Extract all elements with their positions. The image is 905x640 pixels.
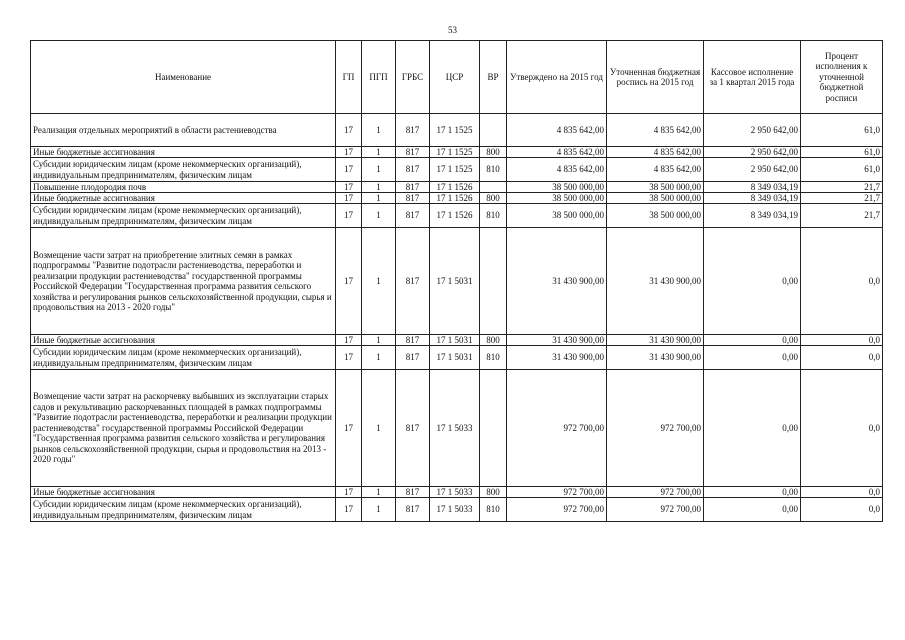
table-row: [31, 335, 883, 346]
row-vr: 810: [480, 498, 507, 522]
row-name: Субсидии юридическим лицам (кроме некоммерческих организаций), индивидуальным предпринимателям, физическим лицам: [31, 158, 336, 182]
row-vr: 800: [480, 487, 507, 498]
row-vr: 810: [480, 346, 507, 370]
page-number: 53: [448, 25, 457, 35]
row-gp: 17: [336, 193, 362, 204]
row-vr: [480, 114, 507, 147]
row-revised: 38 500 000,00: [607, 193, 704, 204]
row-cash: 8 349 034,19: [704, 182, 801, 193]
row-percent: 0,0: [801, 498, 883, 522]
table-row: [31, 498, 883, 522]
row-csr: 17 1 5033: [430, 487, 480, 498]
header-revised: Уточненная бюджетная роспись на 2015 год: [607, 41, 704, 114]
row-percent: 0,0: [801, 346, 883, 370]
row-vr: 810: [480, 158, 507, 182]
header-cash: Кассовое исполнение за 1 квартал 2015 года: [704, 41, 801, 114]
row-approved: 4 835 642,00: [507, 158, 607, 182]
row-csr: 17 1 1526: [430, 193, 480, 204]
row-name: Реализация отдельных мероприятий в области растениеводства: [31, 114, 336, 147]
row-name: Иные бюджетные ассигнования: [31, 193, 336, 204]
row-approved: 38 500 000,00: [507, 204, 607, 228]
row-vr: [480, 182, 507, 193]
row-grbs: 817: [396, 204, 430, 228]
row-approved: 38 500 000,00: [507, 193, 607, 204]
row-approved: 31 430 900,00: [507, 228, 607, 335]
row-approved: 31 430 900,00: [507, 335, 607, 346]
row-pgp: 1: [362, 193, 396, 204]
row-revised: 4 835 642,00: [607, 114, 704, 147]
row-csr: 17 1 5033: [430, 370, 480, 487]
row-gp: 17: [336, 228, 362, 335]
table-row: [31, 114, 883, 147]
row-revised: 38 500 000,00: [607, 204, 704, 228]
row-revised: 972 700,00: [607, 487, 704, 498]
row-name: Субсидии юридическим лицам (кроме некоммерческих организаций), индивидуальным предпринимателям, физическим лицам: [31, 204, 336, 228]
table-row: [31, 182, 883, 193]
row-pgp: 1: [362, 182, 396, 193]
row-csr: 17 1 1525: [430, 158, 480, 182]
budget-table: [30, 40, 883, 522]
row-name: Иные бюджетные ассигнования: [31, 147, 336, 158]
row-revised: 4 835 642,00: [607, 147, 704, 158]
table-row: [31, 346, 883, 370]
row-revised: 31 430 900,00: [607, 228, 704, 335]
row-percent: 0,0: [801, 487, 883, 498]
row-csr: 17 1 5033: [430, 498, 480, 522]
row-grbs: 817: [396, 370, 430, 487]
row-vr: [480, 228, 507, 335]
row-cash: 0,00: [704, 228, 801, 335]
row-revised: 38 500 000,00: [607, 182, 704, 193]
row-pgp: 1: [362, 335, 396, 346]
table-row: [31, 193, 883, 204]
row-cash: 0,00: [704, 335, 801, 346]
row-vr: 800: [480, 193, 507, 204]
row-pgp: 1: [362, 487, 396, 498]
header-pgp: ПГП: [362, 41, 396, 114]
header-grbs: ГРБС: [396, 41, 430, 114]
table-row: [31, 487, 883, 498]
row-csr: 17 1 5031: [430, 346, 480, 370]
row-approved: 972 700,00: [507, 498, 607, 522]
row-csr: 17 1 1526: [430, 182, 480, 193]
row-name: Иные бюджетные ассигнования: [31, 335, 336, 346]
row-revised: 4 835 642,00: [607, 158, 704, 182]
row-vr: [480, 370, 507, 487]
row-pgp: 1: [362, 204, 396, 228]
row-cash: 8 349 034,19: [704, 193, 801, 204]
row-csr: 17 1 5031: [430, 335, 480, 346]
row-pgp: 1: [362, 228, 396, 335]
row-gp: 17: [336, 182, 362, 193]
row-approved: 4 835 642,00: [507, 147, 607, 158]
row-gp: 17: [336, 370, 362, 487]
row-cash: 8 349 034,19: [704, 204, 801, 228]
row-name: Повышение плодородия почв: [31, 182, 336, 193]
row-pgp: 1: [362, 158, 396, 182]
header-vr: ВР: [480, 41, 507, 114]
row-gp: 17: [336, 335, 362, 346]
row-csr: 17 1 5031: [430, 228, 480, 335]
row-name: Субсидии юридическим лицам (кроме некоммерческих организаций), индивидуальным предпринимателям, физическим лицам: [31, 498, 336, 522]
row-cash: 2 950 642,00: [704, 114, 801, 147]
row-grbs: 817: [396, 498, 430, 522]
row-percent: 21,7: [801, 182, 883, 193]
row-csr: 17 1 1525: [430, 147, 480, 158]
row-gp: 17: [336, 346, 362, 370]
row-grbs: 817: [396, 114, 430, 147]
row-percent: 0,0: [801, 335, 883, 346]
row-percent: 0,0: [801, 370, 883, 487]
row-percent: 21,7: [801, 204, 883, 228]
row-gp: 17: [336, 147, 362, 158]
header-name: Наименование: [31, 41, 336, 114]
row-name: Возмещение части затрат на приобретение элитных семян в рамках подпрограммы "Развитие подотрасли растениеводства, переработки и реализации продукции растениеводства" государственной программы Российской Федерации "Государственная программа развития сельского хозяйства и регулирования рынков сельскохозяйственной продукции, сырья и продовольствия на 2013 - 2020 годы": [31, 228, 336, 335]
row-vr: 800: [480, 335, 507, 346]
row-pgp: 1: [362, 370, 396, 487]
row-approved: 972 700,00: [507, 487, 607, 498]
row-percent: 0,0: [801, 228, 883, 335]
row-percent: 61,0: [801, 114, 883, 147]
row-grbs: 817: [396, 193, 430, 204]
header-approved: Утверждено на 2015 год: [507, 41, 607, 114]
row-revised: 972 700,00: [607, 370, 704, 487]
row-grbs: 817: [396, 487, 430, 498]
row-approved: 972 700,00: [507, 370, 607, 487]
row-vr: 800: [480, 147, 507, 158]
row-cash: 2 950 642,00: [704, 158, 801, 182]
row-name: Возмещение части затрат на раскорчевку выбывших из эксплуатации старых садов и рекультивацию раскорчеванных площадей в рамках подпрограммы "Развитие подотрасли растениеводства, переработки и реализации продукции растениеводства" государственной программы Российской Федерации "Государственная программа развития сельского хозяйства и регулирования рынков сельскохозяйственной продукции, сырья и продовольствия на 2013 - 2020 годы": [31, 370, 336, 487]
row-grbs: 817: [396, 147, 430, 158]
row-cash: 0,00: [704, 487, 801, 498]
row-percent: 21,7: [801, 193, 883, 204]
row-approved: 31 430 900,00: [507, 346, 607, 370]
row-grbs: 817: [396, 158, 430, 182]
row-gp: 17: [336, 487, 362, 498]
table-header-row: [31, 41, 883, 114]
row-name: Субсидии юридическим лицам (кроме некоммерческих организаций), индивидуальным предпринимателям, физическим лицам: [31, 346, 336, 370]
row-csr: 17 1 1526: [430, 204, 480, 228]
table-row: [31, 204, 883, 228]
row-vr: 810: [480, 204, 507, 228]
row-gp: 17: [336, 158, 362, 182]
row-csr: 17 1 1525: [430, 114, 480, 147]
row-pgp: 1: [362, 346, 396, 370]
table-row: [31, 158, 883, 182]
row-grbs: 817: [396, 335, 430, 346]
row-grbs: 817: [396, 182, 430, 193]
row-grbs: 817: [396, 346, 430, 370]
row-grbs: 817: [396, 228, 430, 335]
header-percent: Процент исполнения к уточненной бюджетной росписи: [801, 41, 883, 114]
row-revised: 972 700,00: [607, 498, 704, 522]
row-gp: 17: [336, 204, 362, 228]
row-pgp: 1: [362, 498, 396, 522]
header-csr: ЦСР: [430, 41, 480, 114]
table-row: [31, 147, 883, 158]
row-pgp: 1: [362, 147, 396, 158]
table-row: [31, 228, 883, 335]
row-cash: 2 950 642,00: [704, 147, 801, 158]
header-gp: ГП: [336, 41, 362, 114]
row-percent: 61,0: [801, 147, 883, 158]
row-cash: 0,00: [704, 498, 801, 522]
row-revised: 31 430 900,00: [607, 335, 704, 346]
row-name: Иные бюджетные ассигнования: [31, 487, 336, 498]
row-pgp: 1: [362, 114, 396, 147]
row-gp: 17: [336, 498, 362, 522]
row-cash: 0,00: [704, 346, 801, 370]
row-approved: 4 835 642,00: [507, 114, 607, 147]
row-approved: 38 500 000,00: [507, 182, 607, 193]
row-percent: 61,0: [801, 158, 883, 182]
row-gp: 17: [336, 114, 362, 147]
row-revised: 31 430 900,00: [607, 346, 704, 370]
table-row: [31, 370, 883, 487]
row-cash: 0,00: [704, 370, 801, 487]
